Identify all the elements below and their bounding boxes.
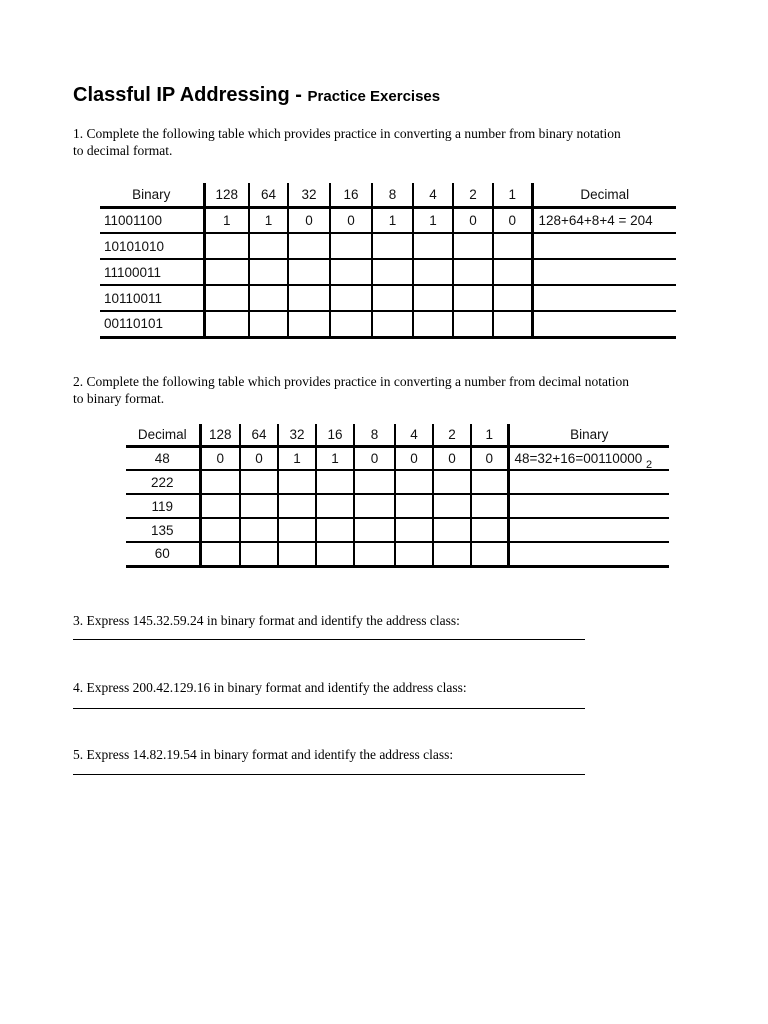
bit-cell[interactable] xyxy=(471,518,508,542)
page-title xyxy=(73,84,440,107)
answer-cell[interactable] xyxy=(508,494,669,518)
bit-cell[interactable] xyxy=(240,542,278,566)
row-label: 11001100 xyxy=(100,207,204,233)
bit-cell[interactable] xyxy=(372,285,413,311)
row-label: 222 xyxy=(126,470,200,494)
bit-cell[interactable] xyxy=(249,311,288,337)
bit-cell[interactable] xyxy=(433,470,471,494)
header-bit-4: 4 xyxy=(395,424,433,446)
decimal-to-binary-table xyxy=(126,424,669,568)
bit-cell[interactable] xyxy=(413,311,453,337)
bit-cell[interactable]: 0 xyxy=(453,207,493,233)
bit-cell[interactable]: 0 xyxy=(395,446,433,470)
row-label: 10101010 xyxy=(100,233,204,259)
bit-cell[interactable] xyxy=(288,259,330,285)
answer-base-subscript: 2 xyxy=(646,458,653,470)
bit-cell[interactable]: 0 xyxy=(288,207,330,233)
header-bit-2: 2 xyxy=(433,424,471,446)
answer-cell[interactable] xyxy=(532,311,676,337)
bit-cell[interactable]: 0 xyxy=(330,207,372,233)
row-label: 48 xyxy=(126,446,200,470)
bit-cell[interactable] xyxy=(493,259,532,285)
answer-cell[interactable] xyxy=(532,233,676,259)
bit-cell[interactable]: 1 xyxy=(249,207,288,233)
bit-cell[interactable] xyxy=(413,285,453,311)
bit-cell[interactable] xyxy=(395,518,433,542)
answer-cell[interactable] xyxy=(508,470,669,494)
bit-cell[interactable] xyxy=(330,311,372,337)
bit-cell[interactable] xyxy=(240,470,278,494)
bit-cell[interactable] xyxy=(200,470,240,494)
bit-cell[interactable] xyxy=(395,470,433,494)
title-subtitle: Practice Exercises xyxy=(307,88,441,105)
binary-to-decimal-table xyxy=(100,183,676,339)
bit-cell[interactable]: 0 xyxy=(354,446,395,470)
bit-cell[interactable] xyxy=(288,233,330,259)
question-1-text: 1. Complete the following table which provides practice in converting a number from binary notation to decimal format. xyxy=(73,126,621,158)
bit-cell[interactable] xyxy=(204,233,249,259)
table-row xyxy=(100,233,676,259)
bit-cell[interactable] xyxy=(204,285,249,311)
bit-cell[interactable]: 0 xyxy=(493,207,532,233)
question-3-answer-line[interactable] xyxy=(73,639,585,640)
bit-cell[interactable] xyxy=(204,259,249,285)
bit-cell[interactable]: 0 xyxy=(471,446,508,470)
answer-cell[interactable] xyxy=(508,518,669,542)
answer-cell[interactable] xyxy=(532,285,676,311)
bit-cell[interactable] xyxy=(278,542,316,566)
bit-cell[interactable] xyxy=(395,494,433,518)
bit-cell[interactable] xyxy=(316,542,354,566)
header-label: Decimal xyxy=(126,424,200,446)
bit-cell[interactable] xyxy=(453,259,493,285)
answer-cell[interactable] xyxy=(532,259,676,285)
bit-cell[interactable] xyxy=(372,311,413,337)
answer-cell[interactable] xyxy=(508,542,669,566)
bit-cell[interactable] xyxy=(316,518,354,542)
bit-cell[interactable] xyxy=(372,233,413,259)
table-row xyxy=(100,311,676,337)
bit-cell[interactable]: 1 xyxy=(372,207,413,233)
bit-cell[interactable] xyxy=(433,518,471,542)
bit-cell[interactable] xyxy=(354,470,395,494)
bit-cell[interactable] xyxy=(249,259,288,285)
table-row xyxy=(126,470,669,494)
table-row xyxy=(100,259,676,285)
header-bit-2: 2 xyxy=(453,183,493,207)
table-row xyxy=(126,542,669,566)
bit-cell[interactable] xyxy=(354,518,395,542)
table-row xyxy=(126,446,669,470)
header-bit-8: 8 xyxy=(372,183,413,207)
question-4-text: 4. Express 200.42.129.16 in binary format and identify the address class: xyxy=(73,680,467,695)
bit-cell[interactable] xyxy=(354,542,395,566)
header-bit-64: 64 xyxy=(249,183,288,207)
bit-cell[interactable]: 0 xyxy=(200,446,240,470)
bit-cell[interactable] xyxy=(330,259,372,285)
bit-cell[interactable] xyxy=(330,233,372,259)
row-label: 10110011 xyxy=(100,285,204,311)
bit-cell[interactable] xyxy=(413,259,453,285)
header-bit-128: 128 xyxy=(204,183,249,207)
bit-cell[interactable] xyxy=(288,311,330,337)
row-label: 00110101 xyxy=(100,311,204,337)
row-label: 135 xyxy=(126,518,200,542)
bit-cell[interactable] xyxy=(453,311,493,337)
bit-cell[interactable] xyxy=(249,233,288,259)
title-main: Classful IP Addressing - xyxy=(73,84,308,106)
header-bit-64: 64 xyxy=(240,424,278,446)
bit-cell[interactable]: 1 xyxy=(204,207,249,233)
table-header-row xyxy=(126,424,669,446)
bit-cell[interactable] xyxy=(453,285,493,311)
header-bit-16: 16 xyxy=(316,424,354,446)
bit-cell[interactable] xyxy=(433,542,471,566)
header-result: Decimal xyxy=(532,183,676,207)
bit-cell[interactable] xyxy=(413,233,453,259)
bit-cell[interactable] xyxy=(471,542,508,566)
header-bit-8: 8 xyxy=(354,424,395,446)
header-bit-32: 32 xyxy=(278,424,316,446)
answer-cell[interactable] xyxy=(508,446,669,470)
question-5-answer-line[interactable] xyxy=(73,774,585,775)
bit-cell[interactable] xyxy=(278,494,316,518)
bit-cell[interactable] xyxy=(200,542,240,566)
bit-cell[interactable] xyxy=(354,494,395,518)
table-header-row xyxy=(100,183,676,207)
bit-cell[interactable] xyxy=(471,470,508,494)
bit-cell[interactable] xyxy=(453,233,493,259)
bit-cell[interactable]: 1 xyxy=(278,446,316,470)
bit-cell[interactable]: 1 xyxy=(316,446,354,470)
bit-cell[interactable] xyxy=(316,494,354,518)
row-label: 119 xyxy=(126,494,200,518)
bit-cell[interactable] xyxy=(278,518,316,542)
header-bit-16: 16 xyxy=(330,183,372,207)
bit-cell[interactable] xyxy=(395,542,433,566)
bit-cell[interactable] xyxy=(493,285,532,311)
bit-cell[interactable] xyxy=(200,494,240,518)
bit-cell[interactable] xyxy=(493,311,532,337)
bit-cell[interactable] xyxy=(288,285,330,311)
header-bit-32: 32 xyxy=(288,183,330,207)
bit-cell[interactable] xyxy=(471,494,508,518)
bit-cell[interactable]: 0 xyxy=(240,446,278,470)
bit-cell[interactable]: 1 xyxy=(413,207,453,233)
question-4-answer-line[interactable] xyxy=(73,708,585,709)
table-row xyxy=(126,518,669,542)
header-bit-4: 4 xyxy=(413,183,453,207)
question-5-text: 5. Express 14.82.19.54 in binary format and identify the address class: xyxy=(73,747,454,762)
question-2-text: 2. Complete the following table which provides practice in converting a number from decimal notation to binary format. xyxy=(73,374,629,406)
bit-cell[interactable] xyxy=(372,259,413,285)
answer-cell[interactable] xyxy=(532,207,676,233)
bit-cell[interactable] xyxy=(493,233,532,259)
header-result: Binary xyxy=(508,424,669,446)
header-bit-1: 1 xyxy=(493,183,532,207)
header-label: Binary xyxy=(100,183,204,207)
bit-cell[interactable] xyxy=(433,494,471,518)
bit-cell[interactable]: 0 xyxy=(433,446,471,470)
bit-cell[interactable] xyxy=(278,470,316,494)
bit-cell[interactable] xyxy=(330,285,372,311)
row-label: 11100011 xyxy=(100,259,204,285)
bit-cell[interactable] xyxy=(240,494,278,518)
answer-text: 128+64+8+4 = 204 xyxy=(538,212,653,228)
bit-cell[interactable] xyxy=(316,470,354,494)
answer-text: 48=32+16=00110000 xyxy=(514,450,643,466)
bit-cell[interactable] xyxy=(240,518,278,542)
header-bit-128: 128 xyxy=(200,424,240,446)
bit-cell[interactable] xyxy=(204,311,249,337)
bit-cell[interactable] xyxy=(200,518,240,542)
header-bit-1: 1 xyxy=(471,424,508,446)
question-3-text: 3. Express 145.32.59.24 in binary format and identify the address class: xyxy=(73,613,460,628)
bit-cell[interactable] xyxy=(249,285,288,311)
table-row xyxy=(126,494,669,518)
row-label: 60 xyxy=(126,542,200,566)
table-row xyxy=(100,207,676,233)
table-row xyxy=(100,285,676,311)
